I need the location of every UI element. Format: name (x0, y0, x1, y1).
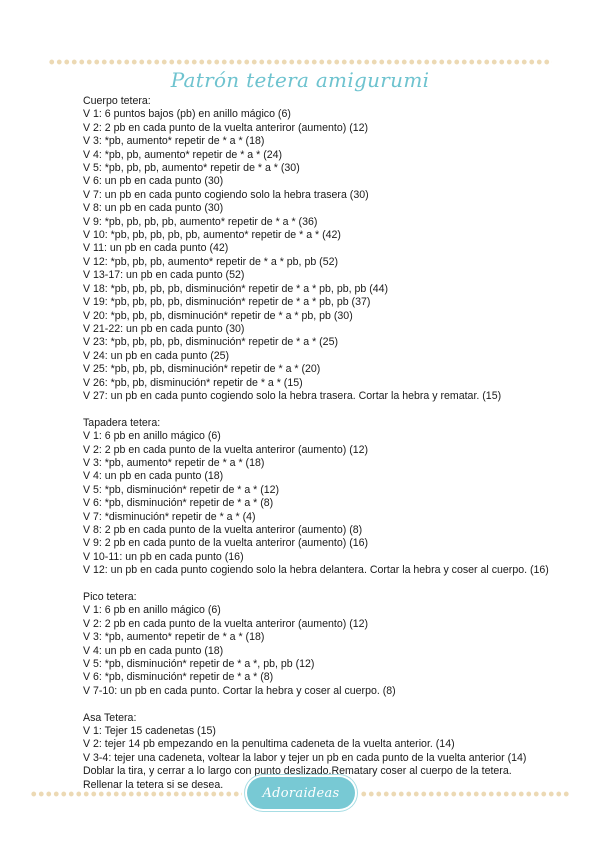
top-dotted-border (48, 59, 552, 65)
pattern-row: V 26: *pb, pb, disminución* repetir de * a * (15) (83, 376, 303, 389)
pattern-row: V 6: *pb, disminución* repetir de * a * (8) (83, 671, 274, 684)
pattern-row: V 5: *pb, disminución* repetir de * a * (12) (83, 483, 280, 496)
pattern-row: V 11: un pb en cada punto (42) (83, 242, 229, 255)
pattern-row: V 21-22: un pb en cada punto (30) (83, 322, 245, 335)
section-tapadera (83, 417, 583, 578)
pattern-row: V 9: *pb, pb, pb, pb, aumento* repetir de * a * (36) (83, 215, 318, 228)
section-pico (83, 591, 583, 698)
pattern-row: V 3: *pb, aumento* repetir de * a * (18) (83, 135, 265, 148)
pattern-row: V 18: *pb, pb, pb, pb, disminución* repetir de * a * pb, pb, pb (44) (83, 282, 389, 295)
pattern-row: V 3: *pb, aumento* repetir de * a * (18) (83, 456, 265, 469)
pattern-row: V 13-17: un pb en cada punto (52) (83, 269, 245, 282)
pattern-row: V 7: un pb en cada punto cogiendo solo la hebra trasera (30) (83, 188, 369, 201)
pattern-row: V 27: un pb en cada punto cogiendo solo la hebra trasera. Cortar la hebra y rematar. (15) (83, 389, 502, 402)
pattern-row: V 9: 2 pb en cada punto de la vuelta anteriror (aumento) (16) (83, 537, 369, 550)
brand-badge (247, 777, 355, 809)
pattern-row: V 23: *pb, pb, pb, pb, disminución* repetir de * a * (25) (83, 336, 338, 349)
bottom-dotted-border-left (30, 791, 242, 797)
section-cuerpo (83, 95, 583, 403)
bottom-dotted-border-right (360, 791, 570, 797)
section-heading: Cuerpo tetera: (83, 95, 151, 107)
pattern-row: V 1: 6 pb en anillo mágico (6) (83, 604, 221, 617)
pattern-row: V 7-10: un pb en cada punto. Cortar la hebra y coser al cuerpo. (8) (83, 684, 396, 697)
section-heading: Pico tetera: (83, 591, 137, 603)
pattern-row: V 8: 2 pb en cada punto de la vuelta anteriror (aumento) (8) (83, 523, 363, 536)
pattern-row: Rellenar la tetera si se desea. (83, 778, 224, 791)
pattern-row: V 7: *disminución* repetir de * a * (4) (83, 510, 256, 523)
pattern-row: V 6: *pb, disminución* repetir de * a * (8) (83, 497, 274, 510)
pattern-row: V 2: 2 pb en cada punto de la vuelta anteriror (aumento) (12) (83, 617, 369, 630)
pattern-row: V 5: *pb, pb, pb, aumento* repetir de * a * (30) (83, 162, 300, 175)
pattern-row: V 1: 6 pb en anillo mágico (6) (83, 430, 221, 443)
pattern-row: V 25: *pb, pb, pb, disminución* repetir de * a * (20) (83, 363, 321, 376)
section-heading: Tapadera tetera: (83, 416, 161, 429)
pattern-row: Doblar la tira, y cerrar a lo largo con punto deslizado.Rematary coser al cuerpo de la tetera. (83, 765, 512, 778)
pattern-row: V 2: tejer 14 pb empezando en la penultima cadeneta de la vuelta anterior. (14) (83, 738, 455, 751)
section-heading: Asa Tetera: (83, 711, 137, 724)
pattern-row: V 4: un pb en cada punto (18) (83, 470, 224, 483)
pattern-row: V 2: 2 pb en cada punto de la vuelta anteriror (aumento) (12) (83, 121, 369, 134)
pattern-content (83, 95, 583, 792)
pattern-row: V 12: *pb, pb, pb, aumento* repetir de * a * pb, pb (52) (83, 255, 339, 268)
pattern-row: V 3: *pb, aumento* repetir de * a * (18) (83, 631, 265, 644)
pattern-row: V 1: 6 puntos bajos (pb) en anillo mágico (6) (83, 108, 291, 121)
pattern-row: V 4: *pb, pb, aumento* repetir de * a * (24) (83, 148, 283, 161)
page-title: Patrón tetera amigurumi (170, 68, 430, 92)
pattern-row: V 3-4: tejer una cadeneta, voltear la labor y tejer un pb en cada punto de la vuelta anterior (14) (83, 751, 527, 764)
pattern-row: V 10: *pb, pb, pb, pb, pb, aumento* repetir de * a * (42) (83, 229, 341, 242)
pattern-row: V 6: un pb en cada punto (30) (83, 175, 224, 188)
pattern-row: V 24: un pb en cada punto (25) (83, 349, 230, 362)
pattern-row: V 20: *pb, pb, pb, disminución* repetir de * a * pb, pb (30) (83, 309, 353, 322)
pattern-row: V 2: 2 pb en cada punto de la vuelta anteriror (aumento) (12) (83, 443, 369, 456)
pattern-row: V 19: *pb, pb, pb, pb, disminución* repetir de * a * pb, pb (37) (83, 296, 371, 309)
brand-name: Adoraideas (262, 785, 340, 801)
pattern-row: V 5: *pb, disminución* repetir de * a *, pb, pb (12) (83, 658, 315, 671)
pattern-row: V 8: un pb en cada punto (30) (83, 202, 224, 215)
pattern-row: V 4: un pb en cada punto (18) (83, 644, 224, 657)
pattern-row: V 12: un pb en cada punto cogiendo solo la hebra delantera. Cortar la hebra y coser al cuerpo. (16) (83, 564, 549, 577)
pattern-row: V 1: Tejer 15 cadenetas (15) (83, 725, 216, 738)
pattern-row: V 10-11: un pb en cada punto (16) (83, 550, 244, 563)
